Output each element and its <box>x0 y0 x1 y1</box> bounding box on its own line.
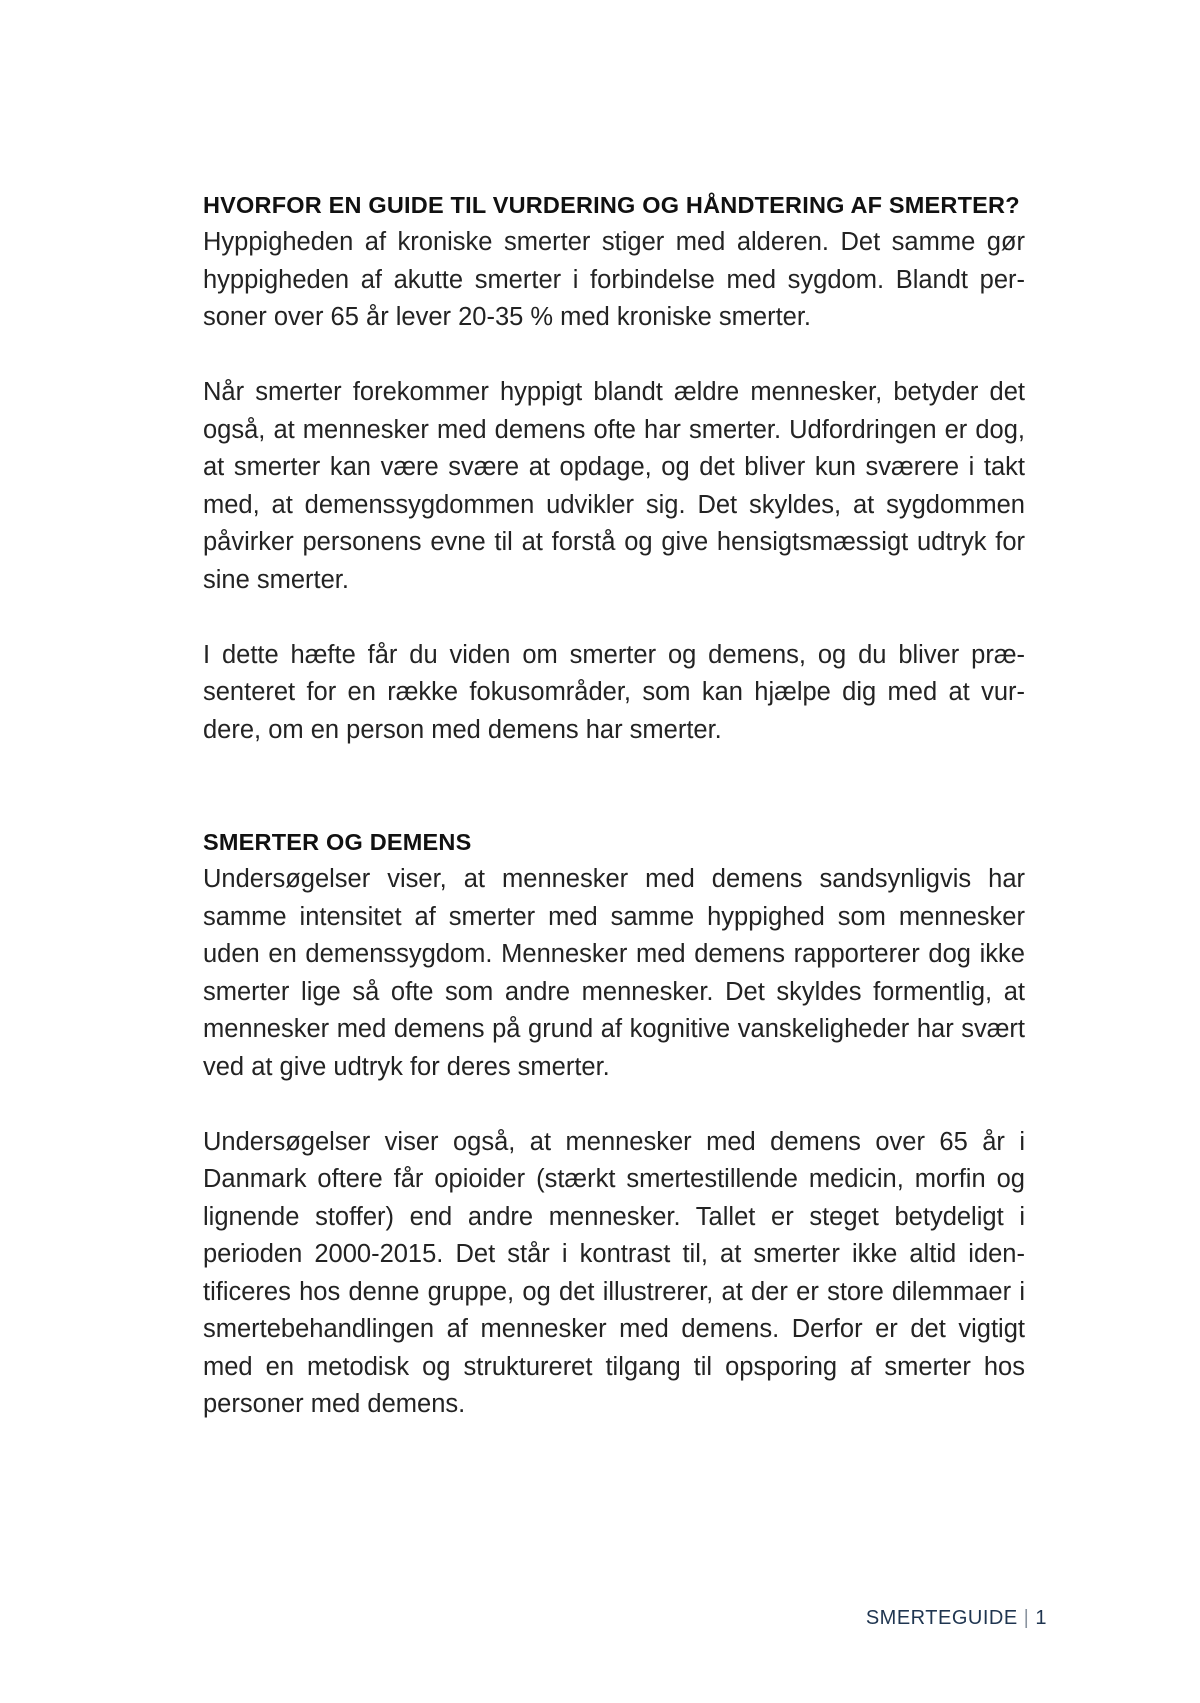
paragraph: I dette hæfte får du viden om smerter og demens, og du bliver præsenteret for en række fokusområder, som kan hjælpe dig med at vurdere, om en person med demens har smerter. <box>203 640 1025 744</box>
paragraph: Hyppigheden af kroniske smerter stiger med alderen. Det samme gør hyppigheden af akutte smerter i forbindelse med sygdom. Blandt personer over 65 år lever 20-35 % med kroniske smerter. <box>203 228 1025 331</box>
page-content <box>203 187 1025 1424</box>
page-number: 1 <box>1035 1607 1047 1629</box>
section-pain-and-dementia <box>203 824 1025 1424</box>
footer-title: SMERTEGUIDE <box>865 1607 1018 1629</box>
page-footer <box>866 1607 1047 1630</box>
paragraph: Undersøgelser viser, at mennesker med demens sandsynligvis har samme intensitet af smerter med samme hyppighed som mennesker uden en demenssygdom. Mennesker med demens rapporterer dog ikke smerter lige så ofte som andre mennesker. Det skyldes formentlig, at mennesker med demens på grund af kognitive vanskeligheder har svært ved at give udtryk for deres smerter. <box>203 865 1025 1081</box>
section-heading: SMERTER OG DEMENS <box>203 829 472 855</box>
section-why-guide <box>203 187 1025 749</box>
paragraph: Undersøgelser viser også, at mennesker med demens over 65 år i Danmark oftere får opioider (stærkt smertestillende medicin, morfin og lignende stoffer) end andre mennesker. Tallet er steget betydeligt i perioden 2000-2015. Det står i kontrast til, at smerter ikke altid identificeres hos denne gruppe, og det illustrerer, at der er store dilemmaer i smertebehandlingen af mennesker med demens. Derfor er det vigtigt med en metodisk og struktureret tilgang til opsporing af smerter hos personer med demens. <box>203 1127 1025 1418</box>
paragraph: Når smerter forekommer hyppigt blandt ældre mennesker, betyder det også, at mennesker med demens ofte har smerter. Udfordringen er dog, at smerter kan være svære at opdage, og det bliver kun sværere i takt med, at demenssygdommen udvikler sig. Det skyldes, at sygdommen påvirker personens evne til at forstå og give hensigtsmæssigt udtryk for sine smerter. <box>203 378 1025 594</box>
section-heading: HVORFOR EN GUIDE TIL VURDERING OG HÅNDTERING AF SMERTER? <box>203 192 1020 218</box>
footer-separator: | <box>1023 1607 1030 1629</box>
